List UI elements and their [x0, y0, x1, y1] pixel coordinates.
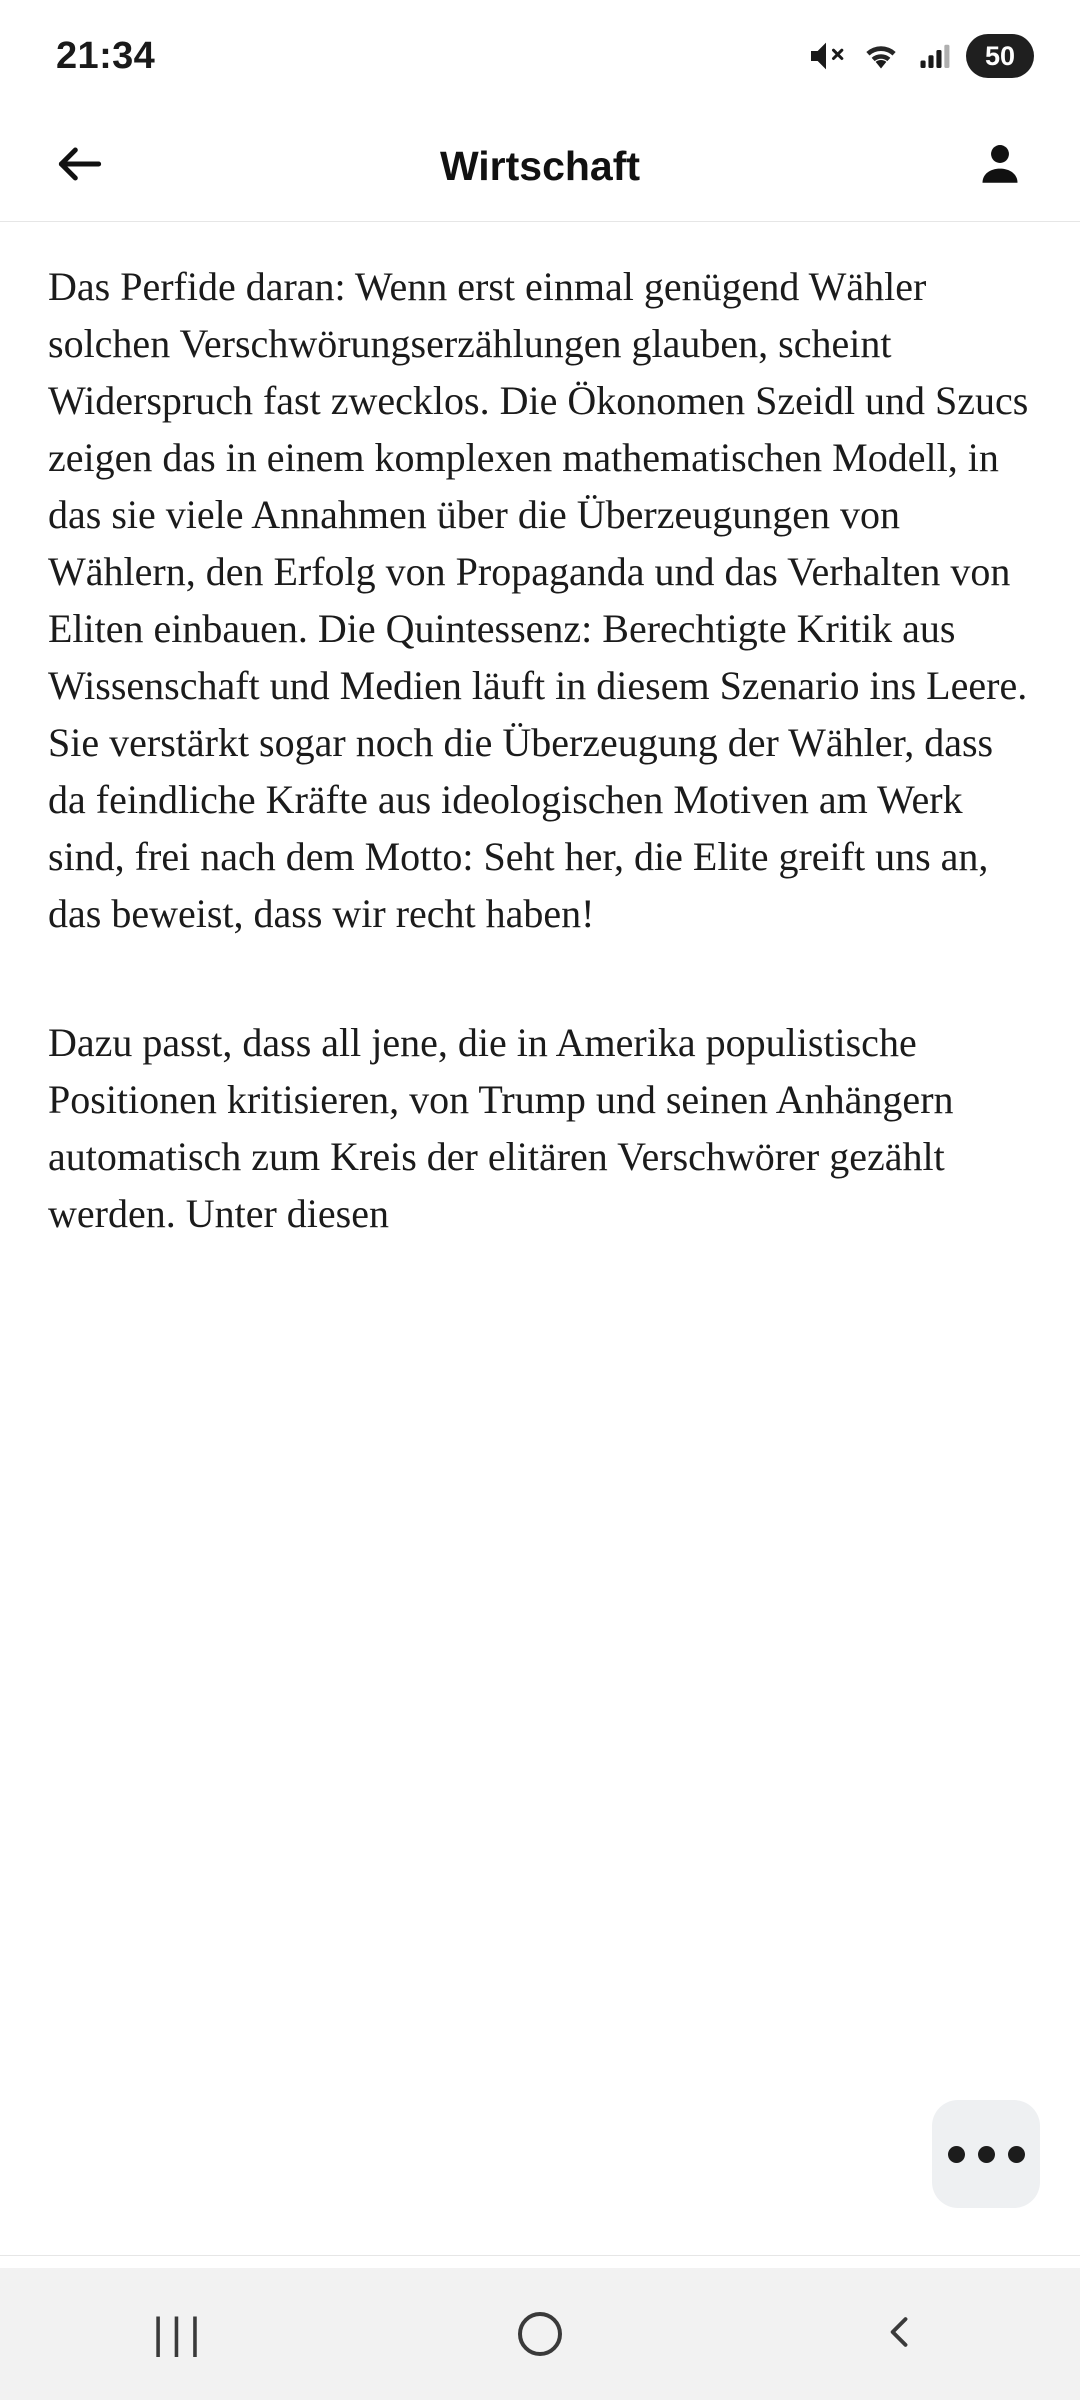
wifi-icon: [860, 36, 902, 76]
more-dot-icon: [1008, 2146, 1025, 2163]
battery-indicator: 50: [966, 34, 1034, 78]
nav-recents-button[interactable]: [100, 2268, 260, 2400]
more-options-button[interactable]: [932, 2100, 1040, 2208]
status-bar: [0, 0, 1080, 112]
status-clock: 21:34: [56, 34, 156, 77]
back-button[interactable]: [40, 127, 120, 207]
more-dot-icon: [948, 2146, 965, 2163]
account-button[interactable]: [960, 127, 1040, 207]
signal-icon: [916, 36, 952, 76]
account-icon: [975, 139, 1025, 194]
page-title: Wirtschaft: [439, 143, 641, 189]
mute-icon: [806, 36, 846, 76]
system-navigation-bar: [0, 2268, 1080, 2400]
status-icons: [806, 34, 1034, 78]
article-body[interactable]: [0, 222, 1080, 1580]
app-bar: [0, 112, 1080, 222]
more-dot-icon: [978, 2146, 995, 2163]
back-chevron-icon: [878, 2310, 922, 2359]
nav-home-button[interactable]: [460, 2268, 620, 2400]
nav-back-button[interactable]: [820, 2268, 980, 2400]
article-paragraph: Das Perfide daran: Wenn erst einmal genügend Wähler solchen Verschwörungserzählungen glauben, scheint Widerspruch fast zwecklos. Die Ökonomen Szeidl und Szucs zeigen das in einem komplexen mathematischen Modell, in das sie viele Annahmen über die Überzeugungen von Wählern, den Erfolg von Propaganda und das Verhalten von Eliten einbauen. Die Quintessenz: Berechtigte Kritik aus Wissenschaft und Medien läuft in diesem Szenario ins Leere. Sie verstärkt sogar noch die Überzeugung der Wähler, dass da feindliche Kräfte aus ideologischen Motiven am Werk sind, frei nach dem Motto: Seht her, die Elite greift uns an, das beweist, dass wir recht haben!: [48, 264, 1029, 936]
recents-icon: |||: [152, 2309, 208, 2358]
content-divider: [0, 2255, 1080, 2268]
home-icon: [518, 2312, 562, 2356]
back-arrow-icon: [52, 136, 108, 197]
article-paragraph: Dazu passt, dass all jene, die in Amerika populistische Positionen kritisieren, von Trump und seinen Anhängern automatisch zum Kreis der elitären Verschwörer gezählt werden. Unter diesen: [48, 1020, 954, 1236]
